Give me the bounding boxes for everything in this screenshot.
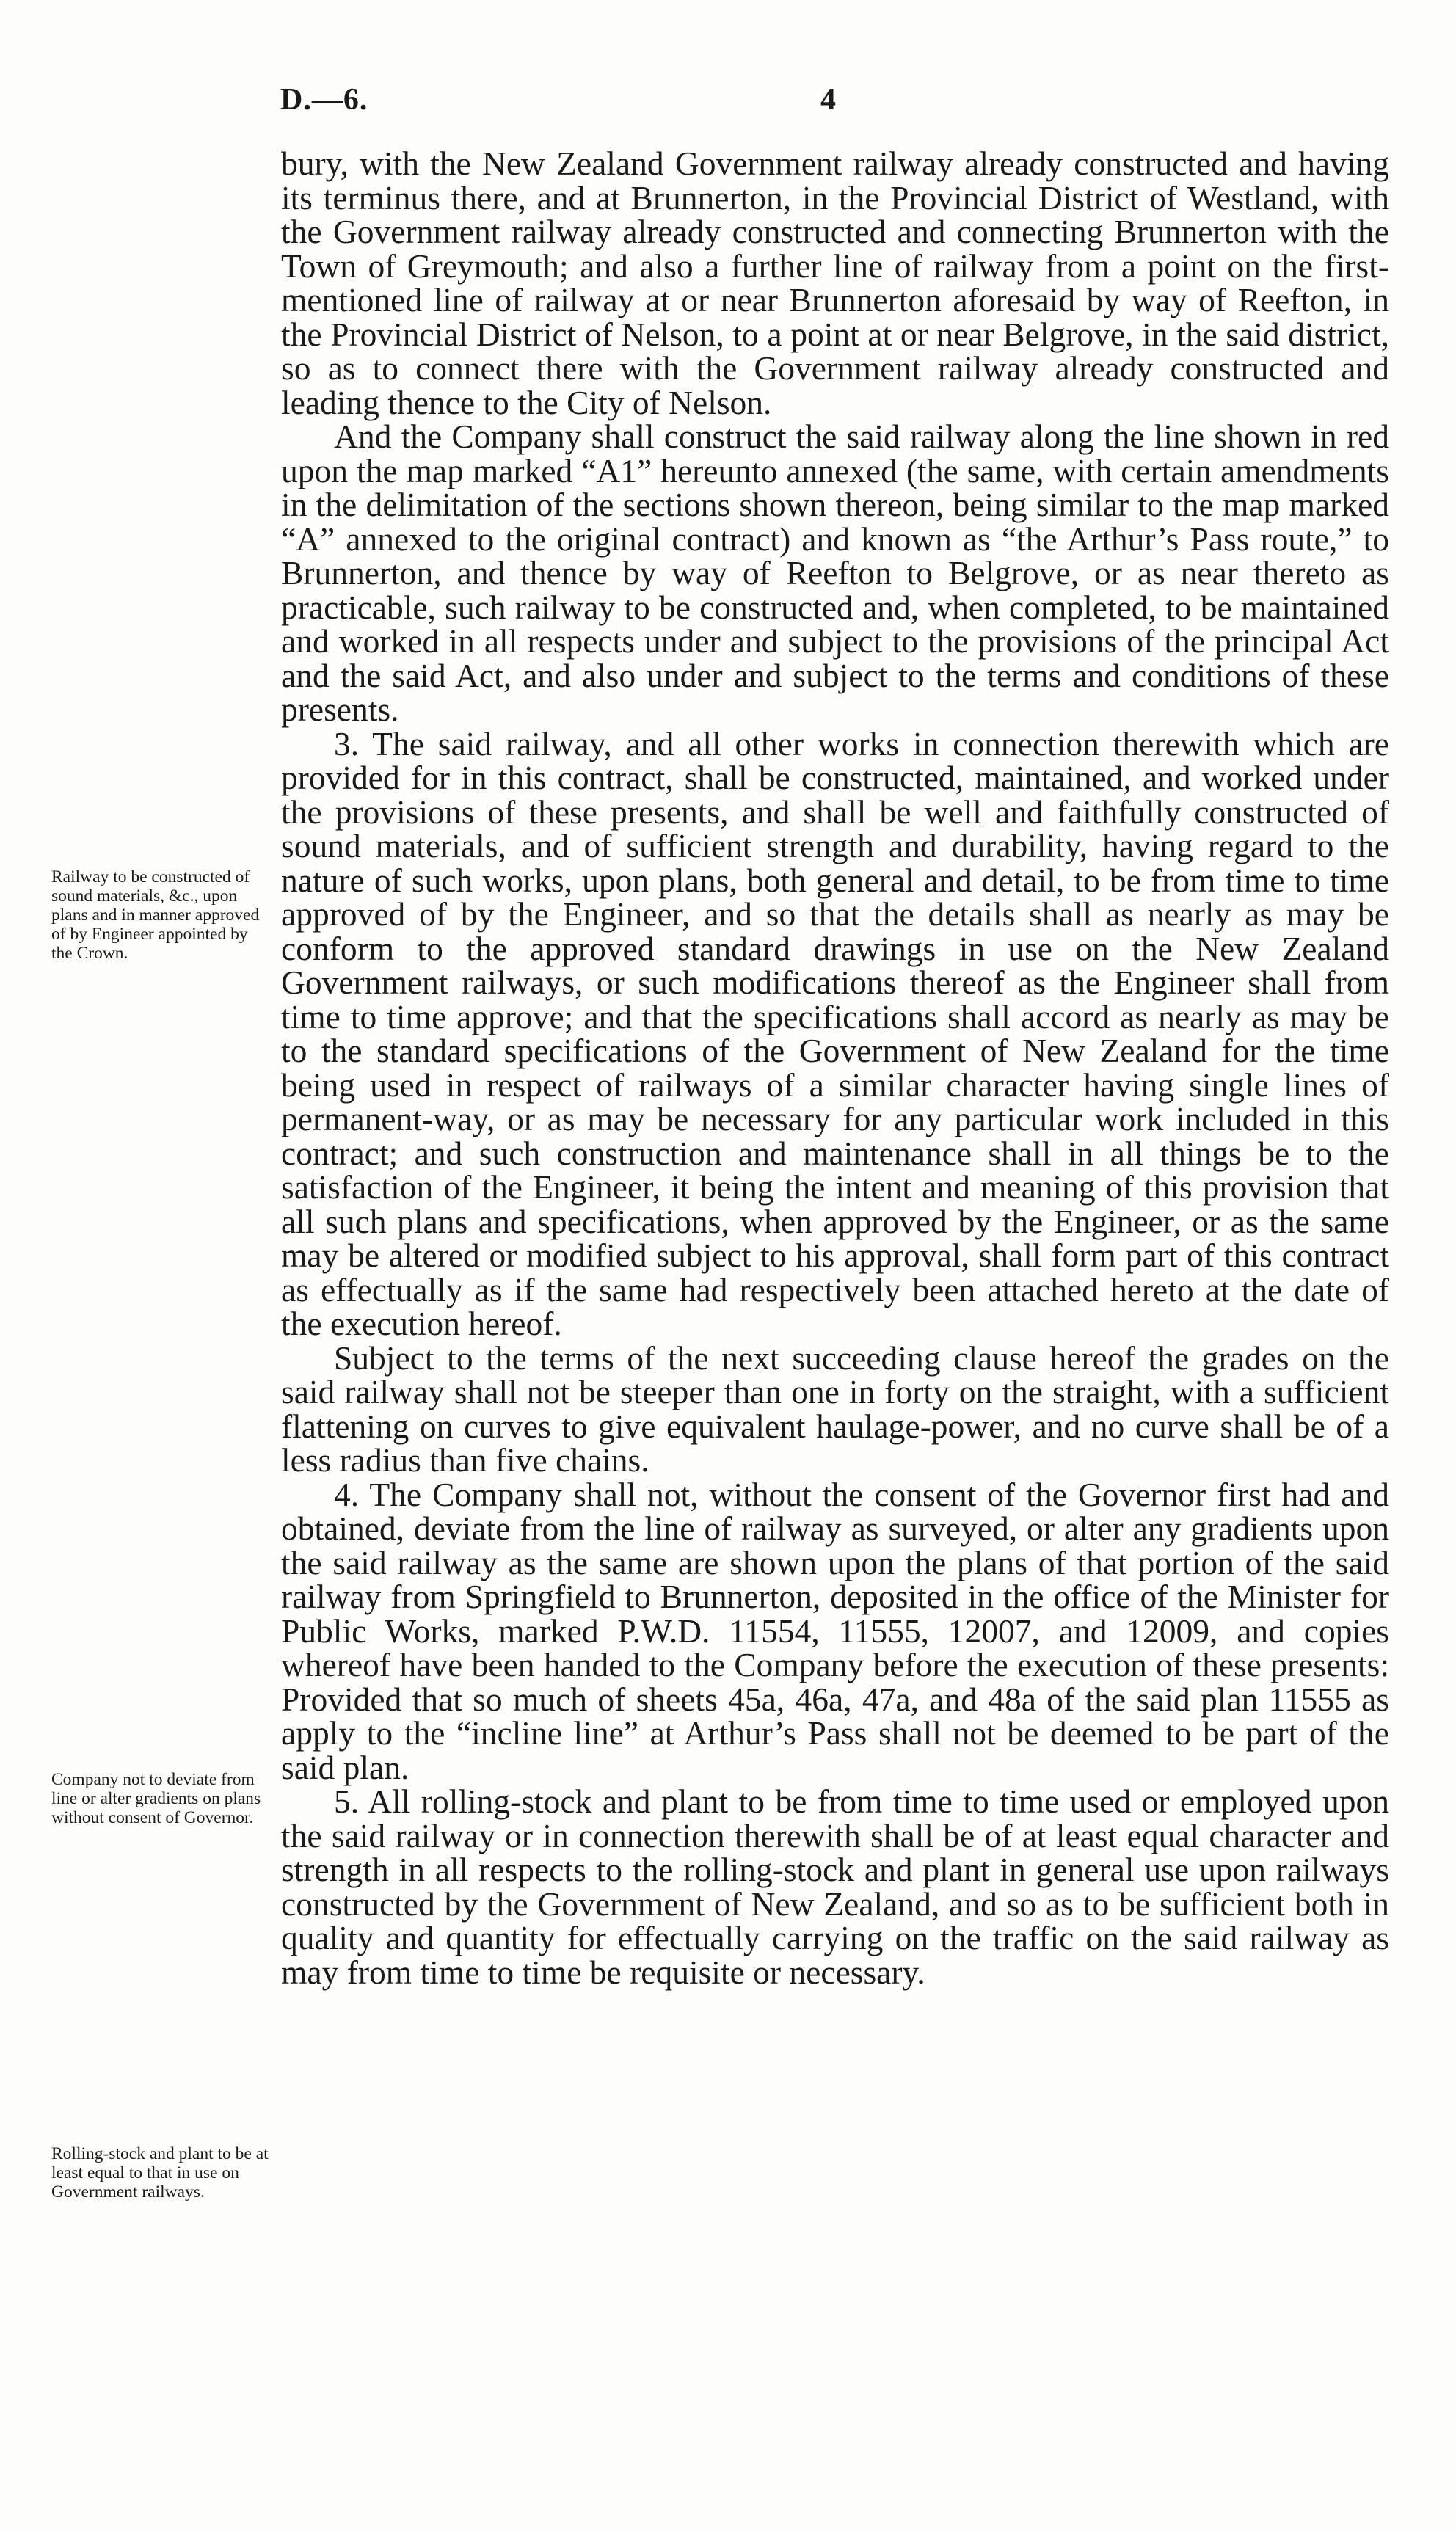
document-reference: D.—6. [280,83,368,117]
paragraph-grades: Subject to the terms of the next succeeding clause hereof the grades on the said railway shall not be steeper than one in forty on the straight, with a sufficient flattening on curves to give equivalent haulage-power, and no curve shall be of a less radius than five chains. [281,1339,1389,1479]
margin-note-construction: Railway to be constructed of sound materials, &c., upon plans and in manner approved of by Engineer appointed by the Crown. [51,867,260,963]
margin-note-rolling-stock: Rolling-stock and plant to be at least equal to that in use on Government railways. [51,2144,269,2202]
body-text [281,147,1389,1989]
paragraph-clause-4: 4. The Company shall not, without the consent of the Governor first had and obtained, deviate from the line of railway as surveyed, or alter any gradients upon the said railway as the same are shown upon the plans of that portion of the said railway from Springfield to Brunnerton, deposited in the office of the Minister for Public Works, marked P.W.D. 11554, 11555, 12007, and 12009, and copies whereof have been handed to the Company before the execution of these presents: Provided that so much of sheets 45a, 46a, 47a, and 48a of the said plan 11555 as apply to the “incline line” at Arthur’s Pass shall not be deemed to be part of the said plan. [281,1475,1389,1786]
paragraph-route: And the Company shall construct the said railway along the line shown in red upon the map marked “A1” hereunto annexed (the same, with certain amendments in the delimitation of the sections shown thereon, being similar to the map marked “A” annexed to the original contract) and known as “the Arthur’s Pass route,” to Brunnerton, and thence by way of Reefton to Belgrove, or as near thereto as practicable, such railway to be constructed and, when completed, to be maintained and worked in all respects under and subject to the provisions of the principal Act and the said Act, and also under and subject to the terms and conditions of these presents. [281,418,1389,728]
margin-note-deviation: Company not to deviate from line or alter gradients on plans without consent of Governor. [51,1770,261,1827]
paragraph-clause-5: 5. All rolling-stock and plant to be from time to time used or employed upon the said railway or in connection therewith shall be of at least equal character and strength in all respects to the rolling-stock and plant in general use upon railways constructed by the Government of New Zealand, and so as to be sufficient both in quality and quantity for effectually carrying on the traffic on the said railway as may from time to time be requisite or necessary. [281,1782,1389,1991]
paragraph-continuation: bury, with the New Zealand Government railway already constructed and having its terminus there, and at Brunnerton, in the Provincial District of Westland, with the Government railway already constructed and connecting Brunnerton with the Town of Greymouth; and also a further line of railway from a point on the first-mentioned line of railway at or near Brunnerton aforesaid by way of Reefton, in the Provincial District of Nelson, to a point at or near Belgrove, in the said district, so as to connect there with the Government railway already constructed and leading thence to the City of Nelson. [281,145,1389,421]
paragraph-clause-3: 3. The said railway, and all other works in connection therewith which are provided for in this contract, shall be constructed, maintained, and worked under the provisions of these presents, and shall be well and faithfully constructed of sound materials, and of sufficient strength and durability, having regard to the nature of such works, upon plans, both general and detail, to be from time to time approved of by the Engineer, and so that the details shall as nearly as may be conform to the approved standard drawings in use on the New Zealand Government railways, or such modifications thereof as the Engineer shall from time to time approve; and that the specifications shall accord as nearly as may be to the standard specifications of the Government of New Zealand for the time being used in respect of railways of a similar character having single lines of permanent-way, or as may be necessary for any particular work included in this contract; and such construction and maintenance shall in all things be to the satisfaction of the Engineer, it being the intent and meaning of this provision that all such plans and specifications, when approved by the Engineer, or as the same may be altered or modified subject to his approval, shall form part of this contract as effectually as if the same had respectively been attached hereto at the date of the execution hereof. [281,724,1389,1342]
page-number: 4 [820,83,836,117]
